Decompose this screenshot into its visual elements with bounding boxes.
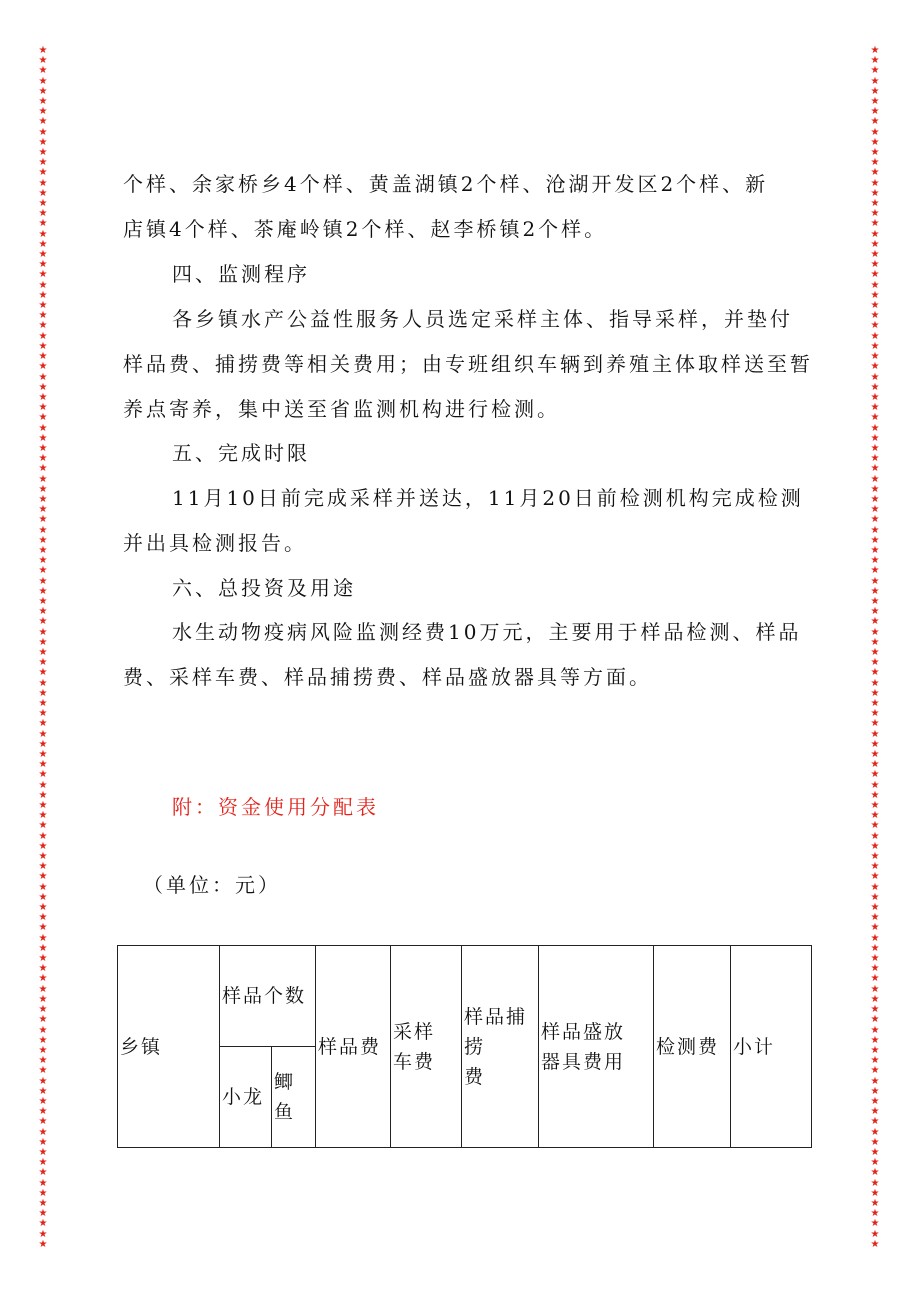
star-icon: ★ — [870, 616, 880, 628]
header-catch-fee-line: 样品捕 — [464, 1005, 528, 1028]
star-icon: ★ — [870, 932, 880, 944]
star-icon: ★ — [38, 565, 48, 577]
header-town: 乡镇 — [118, 946, 220, 1148]
star-icon: ★ — [38, 96, 48, 108]
star-icon: ★ — [38, 1187, 48, 1199]
star-icon: ★ — [870, 1044, 880, 1056]
body-line: 水生动物疫病风险监测经费10万元，主要用于样品检测、样品 — [172, 620, 802, 644]
star-icon: ★ — [38, 749, 48, 761]
star-icon: ★ — [870, 606, 880, 618]
star-icon: ★ — [38, 544, 48, 556]
star-icon: ★ — [38, 851, 48, 863]
star-icon: ★ — [38, 249, 48, 261]
star-icon: ★ — [870, 667, 880, 679]
star-icon: ★ — [38, 1095, 48, 1107]
star-icon: ★ — [870, 85, 880, 97]
header-crucian-line: 鲫 — [274, 1071, 296, 1093]
star-icon: ★ — [38, 351, 48, 363]
header-vehicle-fee-line: 车费 — [393, 1050, 436, 1073]
star-icon: ★ — [38, 279, 48, 291]
star-icon: ★ — [870, 861, 880, 873]
star-icon: ★ — [38, 259, 48, 271]
star-icon: ★ — [870, 1085, 880, 1097]
star-icon: ★ — [38, 555, 48, 567]
star-icon: ★ — [870, 851, 880, 863]
star-icon: ★ — [870, 1024, 880, 1036]
star-icon: ★ — [870, 187, 880, 199]
star-icon: ★ — [38, 126, 48, 138]
header-crucian-line: 鱼 — [274, 1101, 296, 1123]
star-icon: ★ — [870, 147, 880, 159]
star-icon: ★ — [38, 1238, 48, 1250]
star-icon: ★ — [870, 96, 880, 108]
star-icon: ★ — [870, 1106, 880, 1118]
star-icon: ★ — [870, 524, 880, 536]
star-icon: ★ — [38, 147, 48, 159]
star-icon: ★ — [870, 687, 880, 699]
star-icon: ★ — [38, 942, 48, 954]
star-icon: ★ — [38, 830, 48, 842]
star-icon: ★ — [870, 1197, 880, 1209]
star-icon: ★ — [38, 993, 48, 1005]
star-icon: ★ — [870, 708, 880, 720]
star-icon: ★ — [38, 912, 48, 924]
star-icon: ★ — [38, 238, 48, 250]
star-icon: ★ — [870, 1228, 880, 1240]
star-icon: ★ — [870, 881, 880, 893]
star-icon: ★ — [870, 238, 880, 250]
star-icon: ★ — [870, 269, 880, 281]
star-icon: ★ — [870, 840, 880, 852]
star-icon: ★ — [38, 963, 48, 975]
star-icon: ★ — [870, 514, 880, 526]
star-icon: ★ — [870, 422, 880, 434]
appendix-title: 附：资金使用分配表 — [172, 795, 379, 819]
star-icon: ★ — [870, 1218, 880, 1230]
star-icon: ★ — [870, 830, 880, 842]
star-icon: ★ — [870, 1146, 880, 1158]
star-icon: ★ — [38, 769, 48, 781]
body-line: 并出具检测报告。 — [123, 531, 307, 555]
header-subtotal: 小计 — [731, 946, 812, 1148]
star-icon: ★ — [870, 1116, 880, 1128]
star-icon: ★ — [870, 963, 880, 975]
star-icon: ★ — [38, 116, 48, 128]
star-icon: ★ — [870, 1177, 880, 1189]
star-icon: ★ — [870, 259, 880, 271]
star-icon: ★ — [38, 871, 48, 883]
star-icon: ★ — [38, 320, 48, 332]
star-icon: ★ — [38, 371, 48, 383]
star-icon: ★ — [870, 534, 880, 546]
star-icon: ★ — [870, 902, 880, 914]
star-icon: ★ — [870, 442, 880, 454]
star-icon: ★ — [870, 361, 880, 373]
star-icon: ★ — [38, 953, 48, 965]
star-icon: ★ — [38, 646, 48, 658]
star-icon: ★ — [870, 636, 880, 648]
star-icon: ★ — [870, 789, 880, 801]
star-icon: ★ — [870, 249, 880, 261]
star-icon: ★ — [870, 749, 880, 761]
header-container-fee — [539, 946, 654, 1148]
star-icon: ★ — [38, 136, 48, 148]
star-icon: ★ — [38, 1004, 48, 1016]
star-icon: ★ — [870, 973, 880, 985]
star-icon: ★ — [38, 228, 48, 240]
star-icon: ★ — [38, 75, 48, 87]
star-icon: ★ — [870, 1075, 880, 1087]
star-icon: ★ — [870, 351, 880, 363]
star-icon: ★ — [870, 45, 880, 56]
star-icon: ★ — [38, 810, 48, 822]
star-icon: ★ — [870, 340, 880, 352]
star-icon: ★ — [38, 657, 48, 669]
star-icon: ★ — [38, 902, 48, 914]
star-icon: ★ — [38, 1208, 48, 1220]
star-icon: ★ — [870, 698, 880, 709]
star-icon: ★ — [38, 208, 48, 220]
star-icon: ★ — [38, 1116, 48, 1128]
star-icon: ★ — [38, 412, 48, 424]
star-icon: ★ — [38, 718, 48, 730]
star-icon: ★ — [870, 626, 880, 638]
body-line: 费、采样车费、样品捕捞费、样品盛放器具等方面。 — [123, 665, 652, 689]
star-icon: ★ — [38, 1044, 48, 1056]
star-icon: ★ — [38, 779, 48, 791]
star-icon: ★ — [38, 157, 48, 169]
star-icon: ★ — [38, 1106, 48, 1118]
star-icon: ★ — [870, 769, 880, 781]
star-icon: ★ — [870, 1034, 880, 1046]
star-icon: ★ — [870, 891, 880, 903]
star-icon: ★ — [38, 269, 48, 281]
star-icon: ★ — [870, 820, 880, 832]
star-icon: ★ — [38, 473, 48, 485]
star-icon: ★ — [870, 953, 880, 965]
star-icon: ★ — [38, 391, 48, 403]
star-icon: ★ — [38, 85, 48, 97]
star-icon: ★ — [870, 55, 880, 67]
star-icon: ★ — [38, 493, 48, 505]
star-icon: ★ — [38, 606, 48, 618]
header-container-fee-line: 器具费用 — [541, 1050, 626, 1073]
star-icon: ★ — [870, 198, 880, 210]
star-icon: ★ — [38, 983, 48, 995]
star-icon: ★ — [870, 65, 880, 77]
star-icon: ★ — [38, 1218, 48, 1230]
star-icon: ★ — [870, 391, 880, 403]
body-line: 各乡镇水产公益性服务人员选定采样主体、指导采样，并垫付 — [172, 307, 793, 331]
fund-allocation-table — [117, 945, 812, 1148]
header-crucian — [272, 1047, 316, 1148]
star-icon: ★ — [38, 708, 48, 720]
star-icon: ★ — [38, 636, 48, 648]
star-icon: ★ — [870, 473, 880, 485]
star-icon: ★ — [38, 65, 48, 77]
header-test-fee: 检测费 — [654, 946, 731, 1148]
star-icon: ★ — [870, 402, 880, 414]
star-icon: ★ — [870, 1208, 880, 1220]
star-icon: ★ — [870, 157, 880, 169]
star-icon: ★ — [38, 534, 48, 546]
body-line: 样品费、捕捞费等相关费用；由专班组织车辆到养殖主体取样送至暂 — [123, 352, 813, 376]
star-icon: ★ — [870, 1004, 880, 1016]
star-icon: ★ — [38, 728, 48, 740]
unit-note: （单位：元） — [143, 873, 281, 897]
star-icon: ★ — [38, 585, 48, 597]
star-icon: ★ — [870, 912, 880, 924]
body-line: 养点寄养，集中送至省监测机构进行检测。 — [123, 397, 560, 421]
star-icon: ★ — [870, 493, 880, 505]
star-icon: ★ — [38, 1146, 48, 1158]
star-icon: ★ — [38, 167, 48, 179]
star-icon: ★ — [870, 1126, 880, 1138]
star-icon: ★ — [870, 1136, 880, 1148]
star-icon: ★ — [38, 1055, 48, 1067]
star-icon: ★ — [38, 840, 48, 852]
star-icon: ★ — [38, 402, 48, 414]
star-icon: ★ — [870, 779, 880, 791]
star-icon: ★ — [38, 881, 48, 893]
star-icon: ★ — [870, 1095, 880, 1107]
star-icon: ★ — [38, 1167, 48, 1179]
star-icon: ★ — [38, 483, 48, 495]
star-icon: ★ — [38, 1034, 48, 1046]
star-icon: ★ — [870, 677, 880, 689]
star-icon: ★ — [870, 75, 880, 87]
star-icon: ★ — [870, 871, 880, 883]
star-icon: ★ — [870, 289, 880, 301]
star-icon: ★ — [870, 1167, 880, 1179]
star-icon: ★ — [38, 340, 48, 352]
star-icon: ★ — [38, 932, 48, 944]
star-icon: ★ — [38, 861, 48, 873]
star-icon: ★ — [38, 45, 48, 56]
star-icon: ★ — [870, 381, 880, 393]
star-icon: ★ — [38, 504, 48, 516]
star-icon: ★ — [38, 289, 48, 301]
section-heading: 五、完成时限 — [172, 441, 310, 465]
star-icon: ★ — [870, 544, 880, 556]
star-icon: ★ — [870, 483, 880, 495]
header-catch-fee — [462, 946, 539, 1148]
star-icon: ★ — [38, 738, 48, 750]
star-icon: ★ — [870, 126, 880, 138]
star-icon: ★ — [870, 759, 880, 771]
star-icon: ★ — [38, 800, 48, 812]
star-icon: ★ — [870, 300, 880, 312]
star-icon: ★ — [38, 698, 48, 709]
star-icon: ★ — [38, 1157, 48, 1169]
star-icon: ★ — [870, 646, 880, 658]
star-icon: ★ — [870, 116, 880, 128]
star-icon: ★ — [38, 1085, 48, 1097]
star-icon: ★ — [38, 463, 48, 475]
star-icon: ★ — [38, 453, 48, 465]
header-sample-fee: 样品费 — [316, 946, 391, 1148]
star-icon: ★ — [870, 983, 880, 995]
body-line: 11月10日前完成采样并送达，11月20日前检测机构完成检测 — [172, 486, 804, 510]
star-icon: ★ — [870, 412, 880, 424]
star-icon: ★ — [870, 504, 880, 516]
star-icon: ★ — [38, 300, 48, 312]
star-icon: ★ — [870, 1238, 880, 1250]
star-icon: ★ — [38, 973, 48, 985]
star-icon: ★ — [870, 177, 880, 189]
header-crayfish: 小龙 — [220, 1047, 272, 1148]
section-heading: 六、总投资及用途 — [172, 576, 356, 600]
star-icon: ★ — [38, 524, 48, 536]
star-icon: ★ — [870, 320, 880, 332]
star-icon: ★ — [38, 789, 48, 801]
star-icon: ★ — [38, 1136, 48, 1148]
star-icon: ★ — [38, 1065, 48, 1077]
star-icon: ★ — [38, 361, 48, 373]
star-icon: ★ — [870, 136, 880, 148]
star-icon: ★ — [38, 381, 48, 393]
star-icon: ★ — [870, 993, 880, 1005]
star-icon: ★ — [38, 667, 48, 679]
star-icon: ★ — [870, 555, 880, 567]
star-icon: ★ — [870, 728, 880, 740]
star-icon: ★ — [38, 595, 48, 607]
star-icon: ★ — [870, 1157, 880, 1169]
star-icon: ★ — [870, 330, 880, 342]
star-icon: ★ — [38, 218, 48, 230]
star-icon: ★ — [870, 565, 880, 577]
star-icon: ★ — [870, 942, 880, 954]
star-icon: ★ — [38, 1024, 48, 1036]
star-icon: ★ — [38, 422, 48, 434]
star-icon: ★ — [38, 514, 48, 526]
header-catch-fee-line: 捞 — [464, 1035, 486, 1058]
star-icon: ★ — [870, 575, 880, 587]
star-icon: ★ — [870, 310, 880, 322]
star-icon: ★ — [38, 432, 48, 444]
star-icon: ★ — [870, 738, 880, 750]
star-icon: ★ — [870, 218, 880, 230]
star-icon: ★ — [38, 330, 48, 342]
star-icon: ★ — [38, 198, 48, 210]
star-icon: ★ — [870, 595, 880, 607]
star-icon: ★ — [870, 1187, 880, 1199]
star-icon: ★ — [870, 810, 880, 822]
star-icon: ★ — [38, 687, 48, 699]
star-icon: ★ — [38, 1126, 48, 1138]
header-vehicle-fee-line: 采样 — [393, 1020, 436, 1043]
star-icon: ★ — [870, 279, 880, 291]
star-icon: ★ — [38, 55, 48, 67]
star-icon: ★ — [870, 1014, 880, 1026]
star-icon: ★ — [38, 1177, 48, 1189]
star-icon: ★ — [38, 891, 48, 903]
star-icon: ★ — [38, 616, 48, 628]
star-icon: ★ — [38, 922, 48, 934]
header-vehicle-fee — [391, 946, 462, 1148]
header-catch-fee-line: 费 — [464, 1065, 486, 1088]
star-icon: ★ — [38, 177, 48, 189]
star-icon: ★ — [870, 371, 880, 383]
body-line: 个样、余家桥乡4个样、黄盖湖镇2个样、沧湖开发区2个样、新 — [123, 172, 769, 196]
star-icon: ★ — [38, 187, 48, 199]
star-icon: ★ — [38, 1075, 48, 1087]
body-line: 店镇4个样、茶庵岭镇2个样、赵李桥镇2个样。 — [123, 217, 608, 241]
star-icon: ★ — [870, 922, 880, 934]
star-icon: ★ — [38, 575, 48, 587]
star-icon: ★ — [870, 228, 880, 240]
star-icon: ★ — [38, 442, 48, 454]
star-icon: ★ — [870, 1055, 880, 1067]
star-icon: ★ — [870, 463, 880, 475]
star-icon: ★ — [38, 310, 48, 322]
star-icon: ★ — [870, 585, 880, 597]
star-icon: ★ — [38, 1014, 48, 1026]
left-star-border — [36, 46, 50, 1250]
star-icon: ★ — [870, 657, 880, 669]
star-icon: ★ — [38, 677, 48, 689]
star-icon: ★ — [870, 453, 880, 465]
star-icon: ★ — [38, 106, 48, 118]
star-icon: ★ — [870, 167, 880, 179]
header-container-fee-line: 样品盛放 — [541, 1020, 626, 1043]
star-icon: ★ — [38, 759, 48, 771]
right-star-border — [868, 46, 882, 1250]
star-icon: ★ — [870, 1065, 880, 1077]
star-icon: ★ — [38, 1197, 48, 1209]
star-icon: ★ — [870, 432, 880, 444]
section-heading: 四、监测程序 — [172, 262, 310, 286]
star-icon: ★ — [38, 820, 48, 832]
star-icon: ★ — [38, 626, 48, 638]
star-icon: ★ — [870, 718, 880, 730]
star-icon: ★ — [870, 208, 880, 220]
star-icon: ★ — [870, 800, 880, 812]
header-sample-count: 样品个数 — [220, 946, 316, 1047]
star-icon: ★ — [38, 1228, 48, 1240]
star-icon: ★ — [870, 106, 880, 118]
